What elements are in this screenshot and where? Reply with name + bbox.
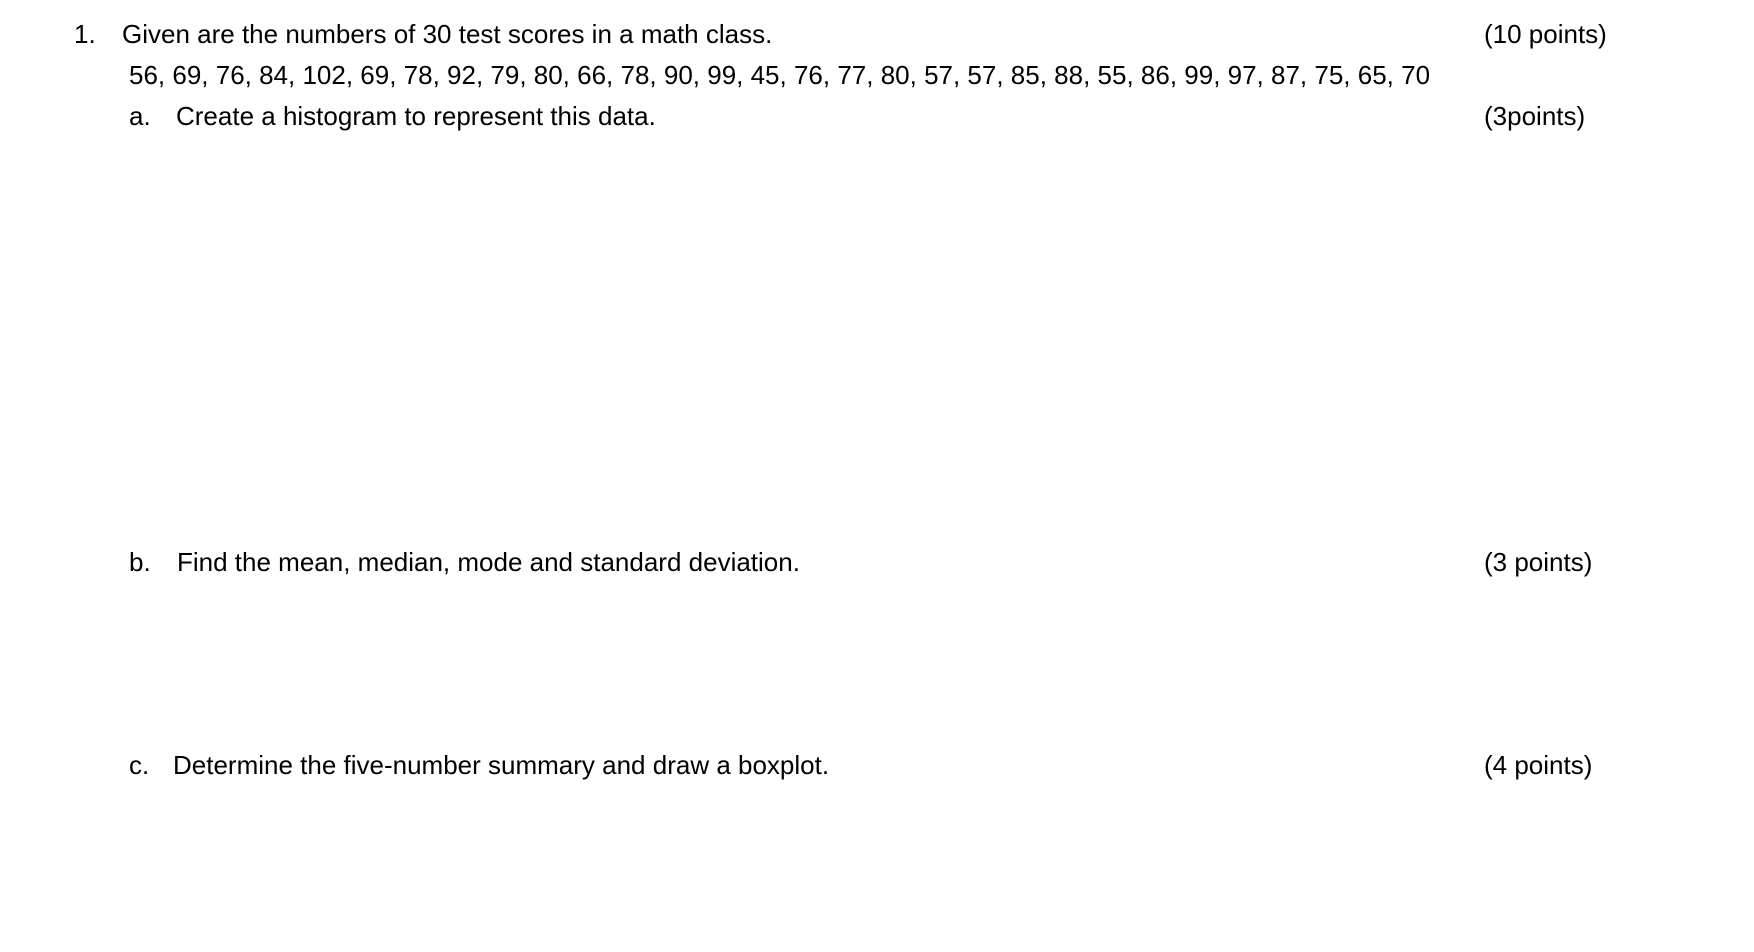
part-a-label: a. bbox=[129, 101, 151, 131]
part-b-points: (3 points) bbox=[1484, 547, 1593, 577]
part-b-answer-space bbox=[129, 585, 1609, 735]
part-a-answer-space bbox=[129, 140, 1609, 535]
part-a-points: (3points) bbox=[1484, 101, 1586, 131]
part-a-text: Create a histogram to represent this data. bbox=[176, 101, 656, 131]
question-number: 1. bbox=[74, 19, 96, 49]
part-b-label: b. bbox=[129, 547, 151, 577]
part-c-answer-space bbox=[129, 788, 1609, 938]
part-b-text: Find the mean, median, mode and standard deviation. bbox=[177, 547, 800, 577]
part-c-label: c. bbox=[129, 750, 150, 780]
part-c-text: Determine the five-number summary and draw a boxplot. bbox=[173, 750, 830, 780]
question-text: Given are the numbers of 30 test scores in a math class. bbox=[122, 19, 773, 49]
part-c-points: (4 points) bbox=[1484, 750, 1593, 780]
test-scores-list: 56, 69, 76, 84, 102, 69, 78, 92, 79, 80, 66, 78, 90, 99, 45, 76, 77, 80, 57, 57, 85, 88, 55, 86, 99, 97, 87, 75, 65, 70 bbox=[129, 60, 1431, 90]
question-points: (10 points) bbox=[1484, 19, 1607, 49]
